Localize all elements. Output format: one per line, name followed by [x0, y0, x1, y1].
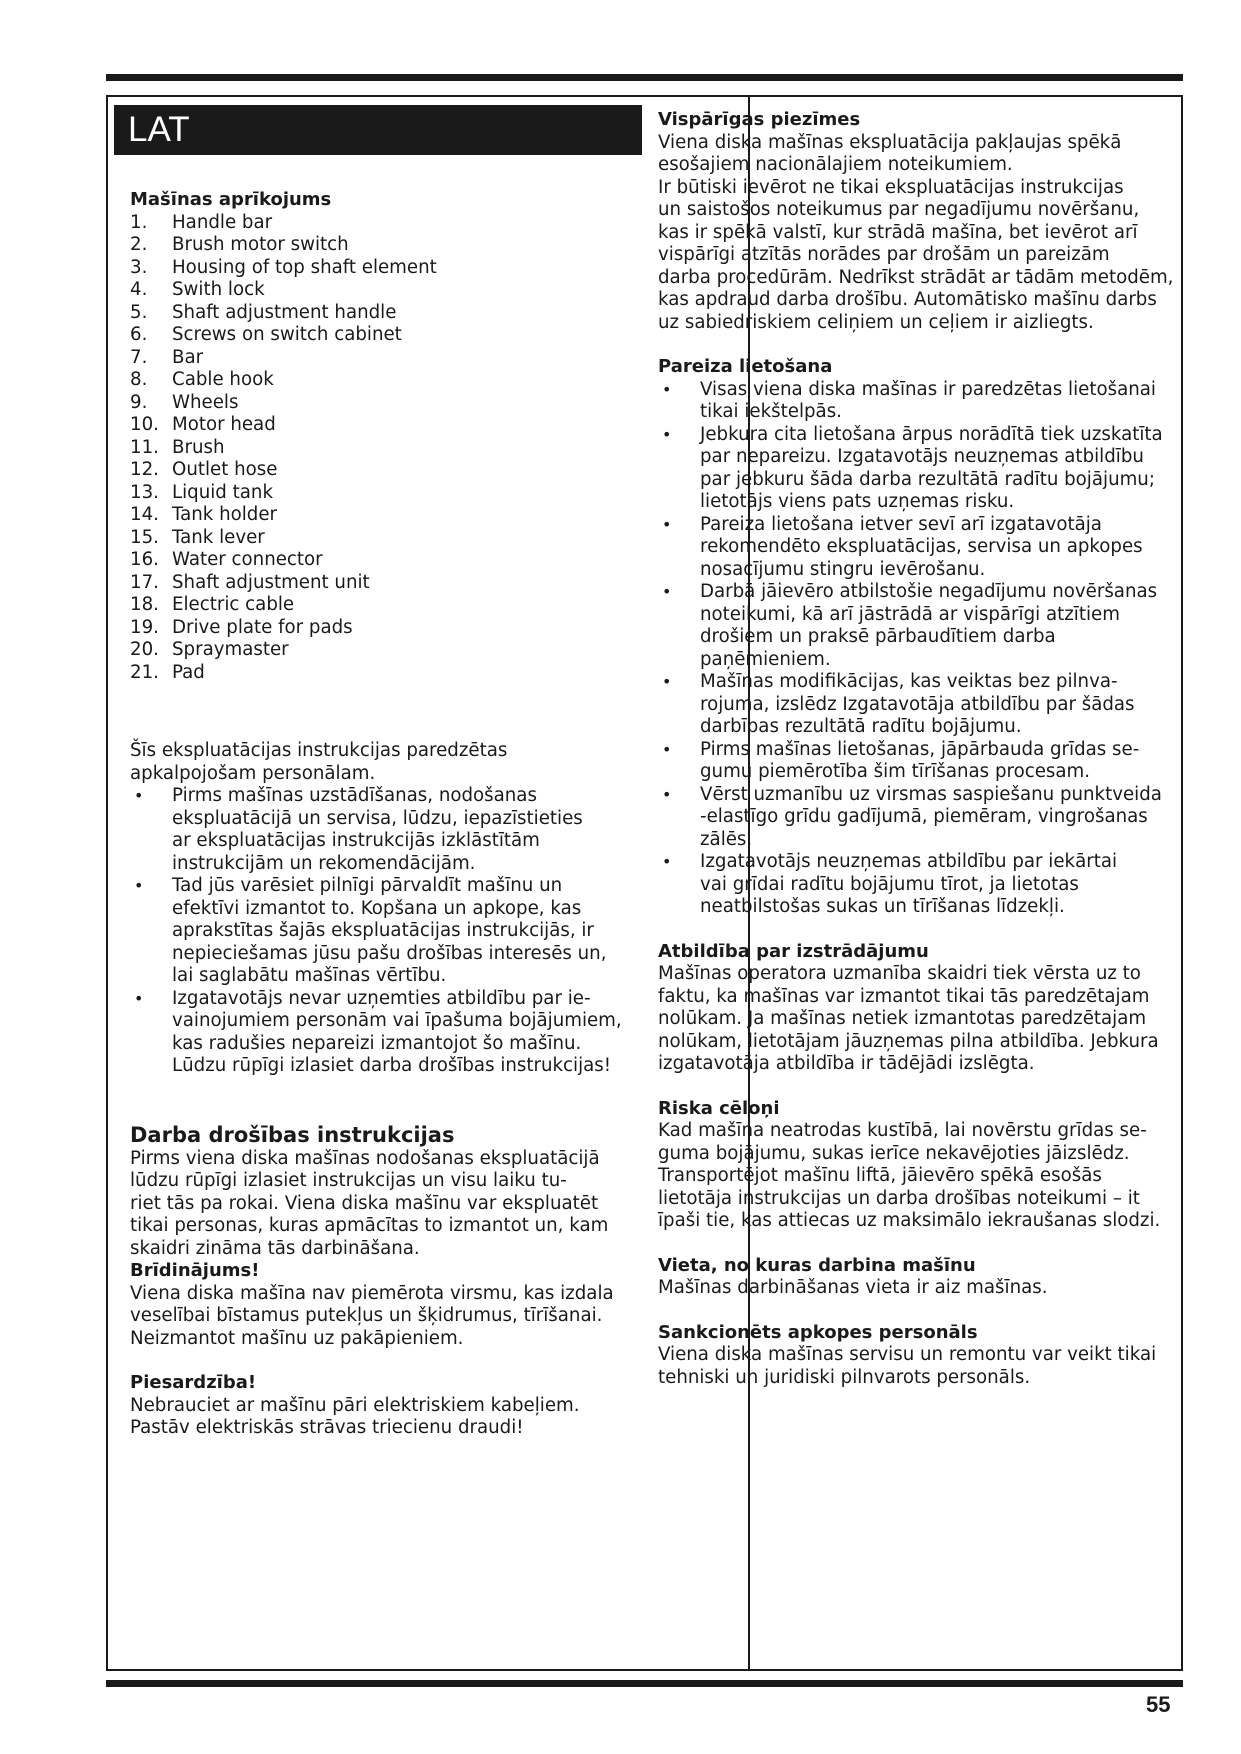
list-item: 13. Liquid tank	[130, 481, 273, 503]
general-line: kas apdraud darba drošību. Automātisko mašīnu darbs	[658, 289, 1157, 310]
list-item: • Mašīnas modifikācijas, kas veiktas bez pilnva- rojuma, izslēdz Izgatavotāja atbildību par šādas darbības rezultātā radītu bojājumu.	[658, 671, 1178, 739]
list-item: • Vērst uzmanību uz virsmas saspiešanu punktveida -elastīgo grīdu gadījumā, piemēram, vingrošanas zālēs.	[658, 784, 1178, 852]
list-item: • Pirms mašīnas lietošanas, jāpārbauda grīdas se- gumu piemērotība šim tīrīšanas procesam.	[658, 739, 1178, 784]
right-column	[658, 109, 1178, 1389]
language-label: LAT	[114, 105, 642, 155]
list-item: 4. Swith lock	[130, 279, 265, 300]
general-heading: Vispārīgas piezīmes	[658, 109, 861, 130]
service-line: tehniski un juridiski pilnvarots personāls.	[658, 1366, 1031, 1388]
intro-line: apkalpojošam personālam.	[130, 762, 376, 784]
liability-line: Mašīnas operatora uzmanība skaidri tiek vērsta uz to	[658, 963, 1141, 984]
service-line: Viena diska mašīnas servisu un remontu var veikt tikai	[658, 1344, 1157, 1365]
general-line: esošajiem nacionālajiem noteikumiem.	[658, 154, 1013, 175]
top-rule	[106, 74, 1183, 81]
caution-line: Nebrauciet ar mašīnu pāri elektriskiem kabeļiem.	[130, 1394, 580, 1416]
general-line: uz sabiedriskiem celiņiem un ceļiem ir aizliegts.	[658, 311, 1094, 333]
list-item: • Pirms mašīnas uzstādīšanas, nodošanas ekspluatācijā un servisa, lūdzu, iepazīstieties ar ekspluatācijas instrukcijās izklāstītām instrukcijām un rekomendācijām.	[130, 785, 730, 875]
risks-line: lietotāja instrukcijas un darba drošības noteikumi – it	[658, 1187, 1140, 1209]
list-item: • Pareiza lietošana ietver sevī arī izgatavotāja rekomendēto ekspluatācijas, servisa un apkopes nosacījumu stingru ievērošanu.	[658, 514, 1178, 582]
list-item: 10. Motor head	[130, 414, 276, 435]
list-item: 20. Spraymaster	[130, 639, 289, 660]
list-item: 12. Outlet hose	[130, 459, 278, 480]
caution-line: Pastāv elektriskās strāvas triecienu draudi!	[130, 1417, 524, 1438]
risks-heading: Riska cēloņi	[658, 1097, 780, 1119]
list-item: 8. Cable hook	[130, 369, 274, 390]
general-line: kas ir spēkā valstī, kur strādā mašīna, bet ievērot arī	[658, 221, 1138, 243]
list-item: 18. Electric cable	[130, 594, 295, 615]
list-item: 11. Brush	[130, 436, 225, 458]
intro-bullets	[130, 785, 730, 1078]
left-column	[130, 189, 730, 1440]
list-item: • Izgatavotājs neuzņemas atbildību par iekārtai vai grīdai radītu bojājumu tīrot, ja lietotas neatbilstošas sukas un tīrīšanas līdzekļi.	[658, 851, 1178, 919]
general-line: vispārīgi atzītās norādes par drošām un pareizām	[658, 244, 1110, 265]
liability-line: izgatavotāja atbildība ir tādējādi izslēgta.	[658, 1053, 1035, 1074]
list-item: • Darbā jāievēro atbilstošie negadījumu novēršanas noteikumi, kā arī jāstrādā ar vispārīgi atzītiem drošiem un praksē pārbaudītiem darba paņēmieniem.	[658, 581, 1178, 671]
list-item: 19. Drive plate for pads	[130, 616, 353, 638]
warning-line: veselībai bīstamus putekļus un šķidrumus, tīrīšanai.	[130, 1305, 603, 1326]
list-item: • Visas viena diska mašīnas ir paredzētas lietošanai tikai iekštelpās.	[658, 379, 1178, 424]
safety-line: skaidri zināma tās darbināšana.	[130, 1237, 420, 1259]
liability-line: faktu, ka mašīnas var izmantot tikai tās paredzētajam	[658, 985, 1150, 1007]
page-number: 55	[1146, 1692, 1171, 1717]
list-item: 5. Shaft adjustment handle	[130, 301, 397, 323]
list-item: 9. Wheels	[130, 391, 239, 413]
safety-line: tikai personas, kuras apmācītas to izmantot un, kam	[130, 1215, 609, 1236]
safety-line: riet tās pa rokai. Viena diska mašīnu var ekspluatēt	[130, 1192, 599, 1214]
general-line: darba procedūrām. Nedrīkst strādāt ar tādām metodēm,	[658, 266, 1174, 288]
service-heading: Sankcionēts apkopes personāls	[658, 1321, 978, 1343]
bottom-rule	[106, 1680, 1183, 1687]
equipment-heading: Mašīnas aprīkojums	[130, 189, 332, 210]
warning-line: Viena diska mašīna nav piemērota virsmu, kas izdala	[130, 1282, 614, 1304]
list-item: 16. Water connector	[130, 549, 323, 570]
liability-line: nolūkam. Ja mašīnas netiek izmantotas paredzētajam	[658, 1008, 1147, 1029]
list-item: 6. Screws on switch cabinet	[130, 324, 402, 345]
equipment-list	[130, 212, 730, 685]
intro-line: Šīs ekspluatācijas instrukcijas paredzētas	[130, 740, 508, 761]
operator-line: Mašīnas darbināšanas vieta ir aiz mašīnas.	[658, 1277, 1048, 1298]
liability-heading: Atbildība par izstrādājumu	[658, 940, 929, 962]
risks-line: guma bojājumu, sukas ierīce nekavējoties jāizslēdz.	[658, 1142, 1130, 1164]
safety-line: Pirms viena diska mašīnas nodošanas ekspluatācijā	[130, 1147, 600, 1169]
general-line: Viena diska mašīnas ekspluatācija pakļaujas spēkā	[658, 131, 1122, 153]
risks-line: Transportējot mašīnu liftā, jāievēro spēkā esošās	[658, 1165, 1102, 1186]
liability-line: nolūkam, lietotājam jāuzņemas pilna atbildība. Jebkura	[658, 1030, 1159, 1052]
list-item: 3. Housing of top shaft element	[130, 256, 437, 278]
list-item: 21. Pad	[130, 661, 205, 683]
proper-use-bullets	[658, 379, 1178, 919]
list-item: • Izgatavotājs nevar uzņemties atbildību par ie- vainojumiem personām vai īpašuma bojājumiem, kas radušies nepareizi izmantojot šo mašīnu. Lūdzu rūpīgi izlasiet darba drošības instrukcijas!	[130, 988, 730, 1078]
list-item: 7. Bar	[130, 346, 204, 368]
list-item: • Jebkura cita lietošana ārpus norādītā tiek uzskatīta par nepareizu. Izgatavotājs neuzņemas atbildību par jebkuru šāda darba rezultātā radītu bojājumu; lietotājs viens pats uzņemas risku.	[658, 424, 1178, 514]
risks-line: īpaši tie, kas attiecas uz maksimālo iekraušanas slodzi.	[658, 1210, 1161, 1231]
risks-line: Kad mašīna neatrodas kustībā, lai novērstu grīdas se-	[658, 1120, 1147, 1141]
warning-heading: Brīdinājums!	[130, 1260, 260, 1281]
list-item: 2. Brush motor switch	[130, 234, 349, 255]
warning-line: Neizmantot mašīnu uz pakāpieniem.	[130, 1327, 464, 1349]
general-line: un saistošos noteikumus par negadījumu novēršanu,	[658, 199, 1140, 220]
caution-heading: Piesardzība!	[130, 1372, 257, 1393]
operator-heading: Vieta, no kuras darbina mašīnu	[658, 1254, 976, 1276]
proper-use-heading: Pareiza lietošana	[658, 356, 833, 377]
list-item: 14. Tank holder	[130, 504, 278, 525]
list-item: 1. Handle bar	[130, 211, 273, 233]
general-line: Ir būtiski ievērot ne tikai ekspluatācijas instrukcijas	[658, 176, 1124, 198]
list-item: 17. Shaft adjustment unit	[130, 571, 370, 593]
content-frame	[106, 95, 1183, 1671]
safety-line: lūdzu rūpīgi izlasiet instrukcijas un visu laiku tu-	[130, 1170, 567, 1191]
list-item: • Tad jūs varēsiet pilnīgi pārvaldīt mašīnu un efektīvi izmantot to. Kopšana un apkope, kas aprakstītas šajās ekspluatācijas instrukcijās, ir nepieciešamas jūsu pašu drošības interesēs un, lai saglabātu mašīnas vērtību.	[130, 875, 730, 988]
safety-heading: Darba drošības instrukcijas	[130, 1122, 455, 1147]
list-item: 15. Tank lever	[130, 526, 265, 548]
